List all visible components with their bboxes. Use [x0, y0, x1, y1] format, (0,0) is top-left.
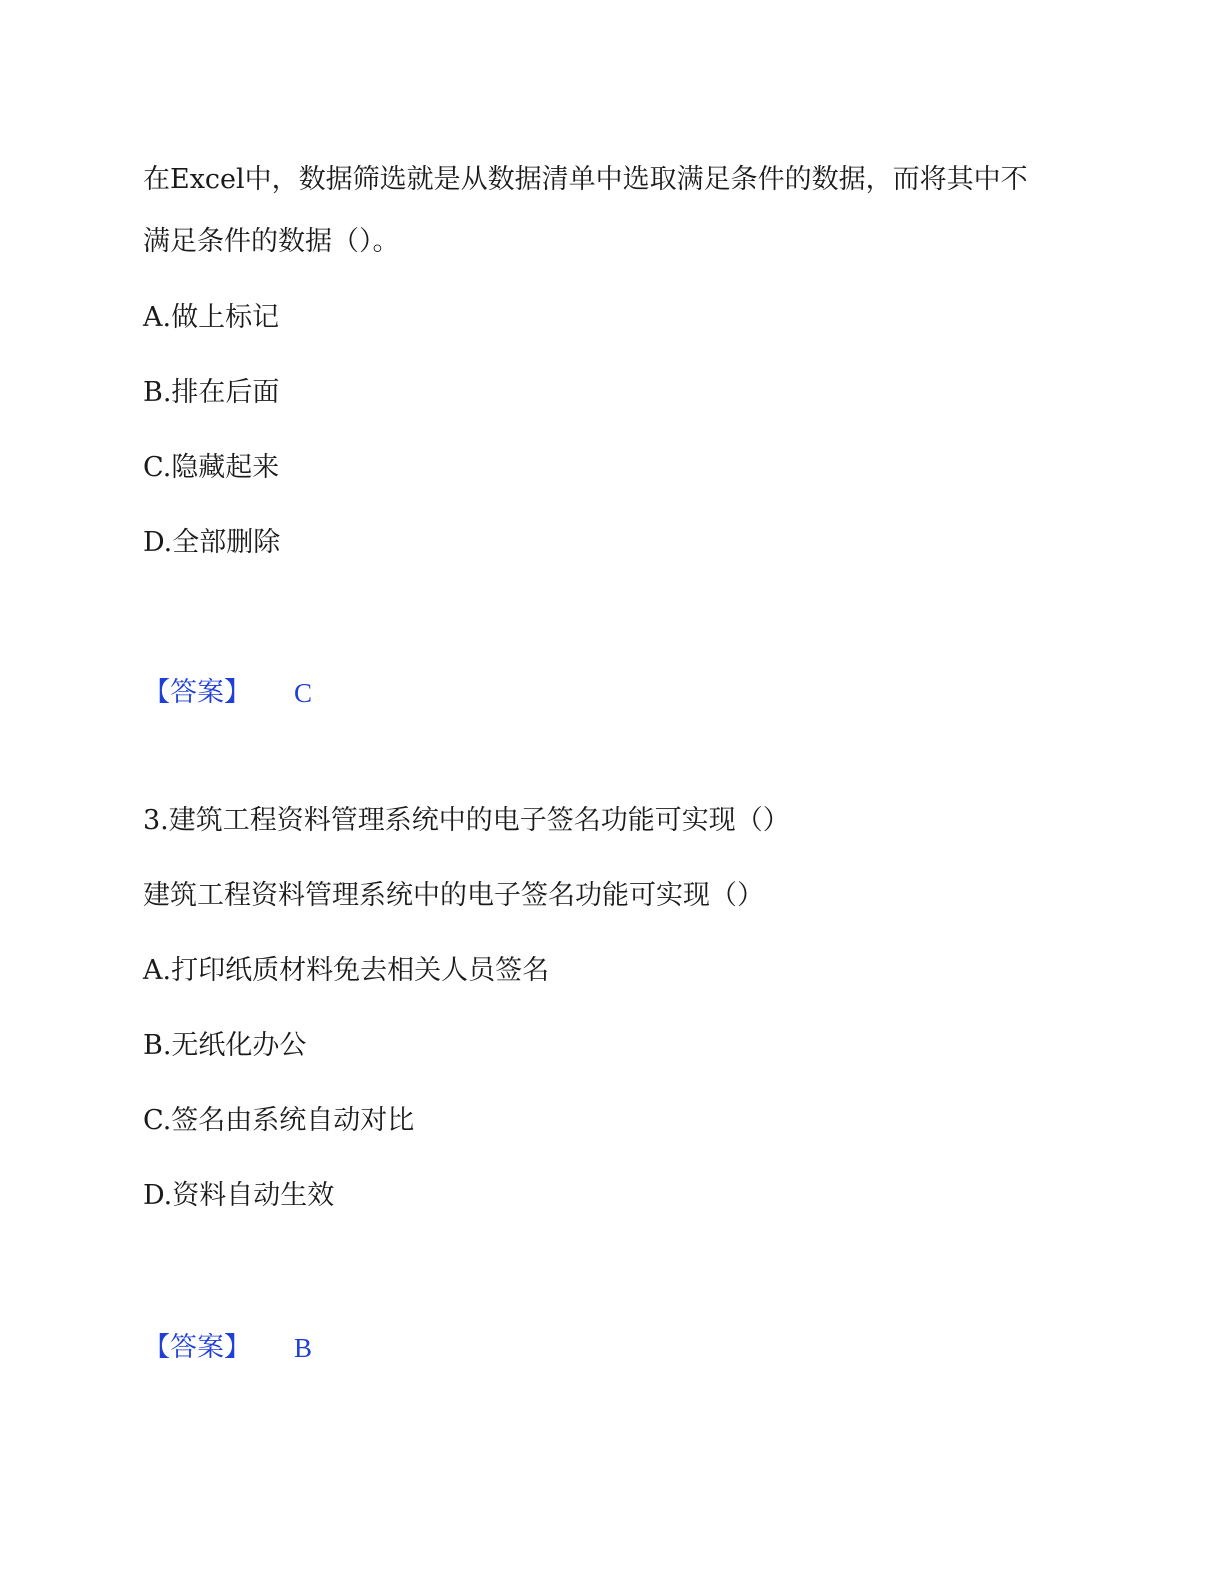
- option-b: B.排在后面: [143, 377, 280, 408]
- question-stem-line-2: 满足条件的数据（）。: [143, 226, 400, 257]
- question-stem: 建筑工程资料管理系统中的电子签名功能可实现（）: [143, 880, 764, 911]
- answer-label: 【答案】: [143, 1332, 251, 1363]
- option-b: B.无纸化办公: [143, 1030, 307, 1061]
- option-d: D.全部删除: [143, 527, 281, 558]
- option-a: A.打印纸质材料免去相关人员签名: [143, 955, 550, 986]
- option-d: D.资料自动生效: [143, 1180, 335, 1211]
- answer-row: [143, 675, 251, 711]
- answer-row: [143, 1330, 251, 1366]
- answer-label: 【答案】: [143, 677, 251, 708]
- option-c: C.隐藏起来: [143, 452, 280, 483]
- option-c: C.签名由系统自动对比: [143, 1105, 415, 1136]
- answer-value: B: [294, 1333, 313, 1363]
- question-stem-line-1: 在Excel中，数据筛选就是从数据清单中选取满足条件的数据，而将其中不: [143, 164, 1028, 195]
- question-title: 3.建筑工程资料管理系统中的电子签名功能可实现（）: [143, 805, 790, 836]
- option-a: A.做上标记: [143, 302, 280, 333]
- answer-value: C: [294, 678, 313, 708]
